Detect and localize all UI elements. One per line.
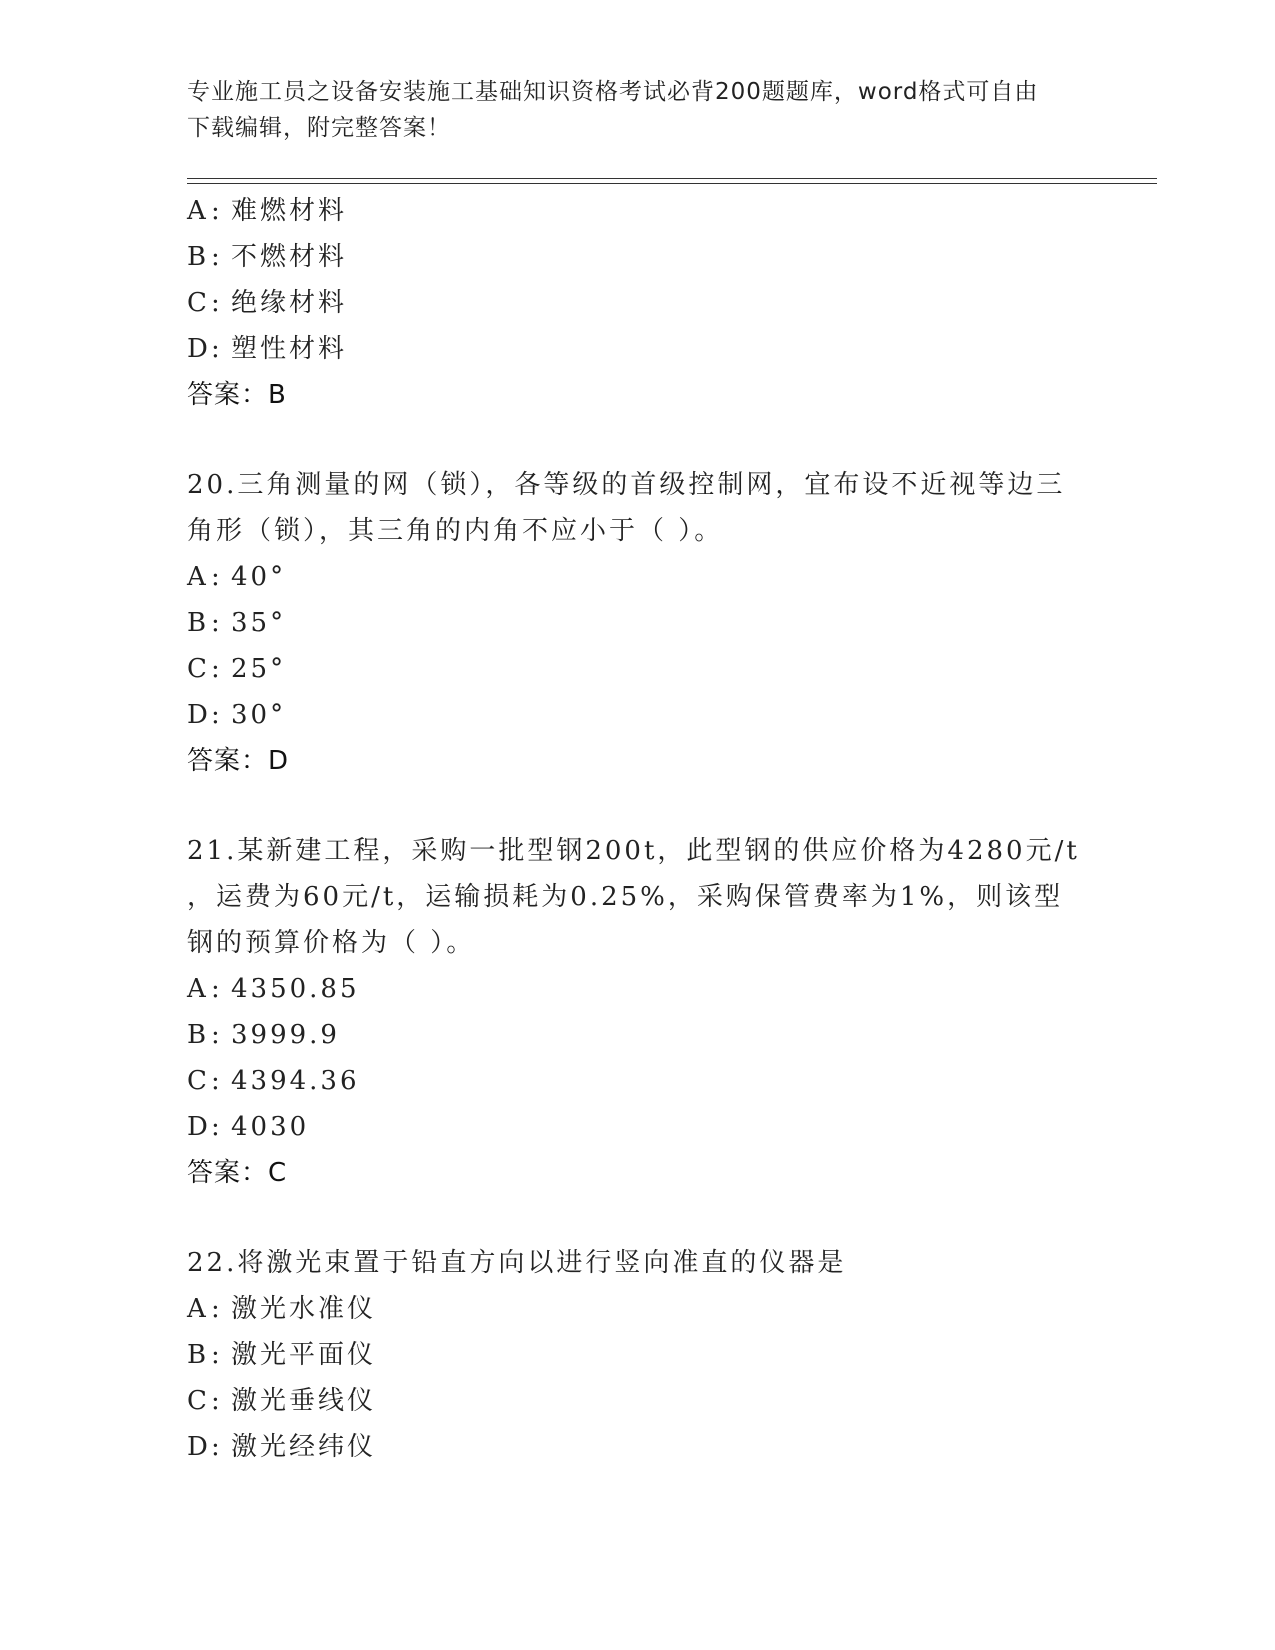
option-letter: C — [187, 654, 210, 684]
answer-line — [187, 738, 1087, 784]
option-text: 4030 — [231, 1112, 310, 1142]
option-text: 难燃材料 — [231, 196, 348, 226]
option-text: 3999.9 — [231, 1020, 340, 1050]
option-a: A : 激光水准仪 — [187, 1286, 1087, 1332]
option-text: 激光水准仪 — [231, 1294, 377, 1324]
answer-label: 答案： — [187, 1158, 269, 1188]
option-c: C : 激光垂线仪 — [187, 1378, 1087, 1424]
option-b: B : 3999.9 — [187, 1012, 1087, 1058]
question-stem-line: 角形（锁），其三角的内角不应小于（ ）。 — [187, 516, 724, 546]
header-rule-bottom — [187, 183, 1157, 184]
answer-value: C — [268, 1158, 288, 1188]
option-letter: D — [187, 700, 211, 730]
question-block-20 — [187, 462, 1087, 784]
option-d: D : 4030 — [187, 1104, 1087, 1150]
option-letter: D — [187, 1432, 211, 1462]
question-block-19 — [187, 188, 1087, 418]
option-c: C : 4394.36 — [187, 1058, 1087, 1104]
header-line-1: 专业施工员之设备安装施工基础知识资格考试必背200题题库，word格式可自由 — [187, 79, 1039, 105]
option-d: D : 30° — [187, 692, 1087, 738]
option-b: B : 35° — [187, 600, 1087, 646]
question-stem-line: 20.三角测量的网（锁），各等级的首级控制网，宜布设不近视等边三 — [187, 470, 1066, 500]
question-stem-line: ，运费为60元/t，运输损耗为0.25%，采购保管费率为1%，则该型 — [187, 882, 1064, 912]
option-letter: B — [187, 242, 210, 272]
option-letter: C — [187, 1386, 210, 1416]
answer-value: B — [268, 380, 287, 410]
option-text: 激光垂线仪 — [231, 1386, 377, 1416]
option-text: 40° — [231, 562, 287, 592]
option-c: C : 绝缘材料 — [187, 280, 1087, 326]
option-text: 不燃材料 — [231, 242, 348, 272]
option-text: 塑性材料 — [231, 334, 348, 364]
option-letter: C — [187, 1066, 210, 1096]
option-letter: D — [187, 334, 211, 364]
option-text: 激光经纬仪 — [231, 1432, 377, 1462]
option-a: A : 4350.85 — [187, 966, 1087, 1012]
option-letter: A — [187, 974, 209, 1004]
question-block-21 — [187, 828, 1087, 1196]
option-c: C : 25° — [187, 646, 1087, 692]
question-list — [187, 188, 1087, 1470]
header-line-2: 下载编辑，附完整答案！ — [187, 115, 451, 141]
option-letter: B — [187, 1340, 210, 1370]
option-text: 35° — [231, 608, 287, 638]
answer-line — [187, 1150, 1087, 1196]
option-d: D : 激光经纬仪 — [187, 1424, 1087, 1470]
question-stem-line: 钢的预算价格为（ ）。 — [187, 928, 476, 958]
option-d: D : 塑性材料 — [187, 326, 1087, 372]
answer-label: 答案： — [187, 746, 269, 776]
question-stem-line: 21.某新建工程，采购一批型钢200t，此型钢的供应价格为4280元/t — [187, 836, 1080, 866]
option-b: B : 激光平面仪 — [187, 1332, 1087, 1378]
option-a: A : 难燃材料 — [187, 188, 1087, 234]
answer-value: D — [268, 746, 290, 776]
answer-line — [187, 372, 1087, 418]
option-letter: A — [187, 562, 209, 592]
option-letter: B — [187, 1020, 210, 1050]
option-letter: B — [187, 608, 210, 638]
option-text: 激光平面仪 — [231, 1340, 377, 1370]
option-b: B : 不燃材料 — [187, 234, 1087, 280]
page-header — [187, 74, 1077, 146]
option-letter: A — [187, 196, 209, 226]
question-stem-line: 22.将激光束置于铅直方向以进行竖向准直的仪器是 — [187, 1248, 847, 1278]
option-a: A : 40° — [187, 554, 1087, 600]
option-letter: D — [187, 1112, 211, 1142]
option-text: 4350.85 — [231, 974, 360, 1004]
option-text: 25° — [231, 654, 287, 684]
option-text: 绝缘材料 — [231, 288, 348, 318]
header-rule-top — [187, 178, 1157, 179]
question-block-22 — [187, 1240, 1087, 1470]
option-letter: A — [187, 1294, 209, 1324]
answer-label: 答案： — [187, 380, 269, 410]
option-letter: C — [187, 288, 210, 318]
option-text: 30° — [231, 700, 287, 730]
option-text: 4394.36 — [231, 1066, 360, 1096]
